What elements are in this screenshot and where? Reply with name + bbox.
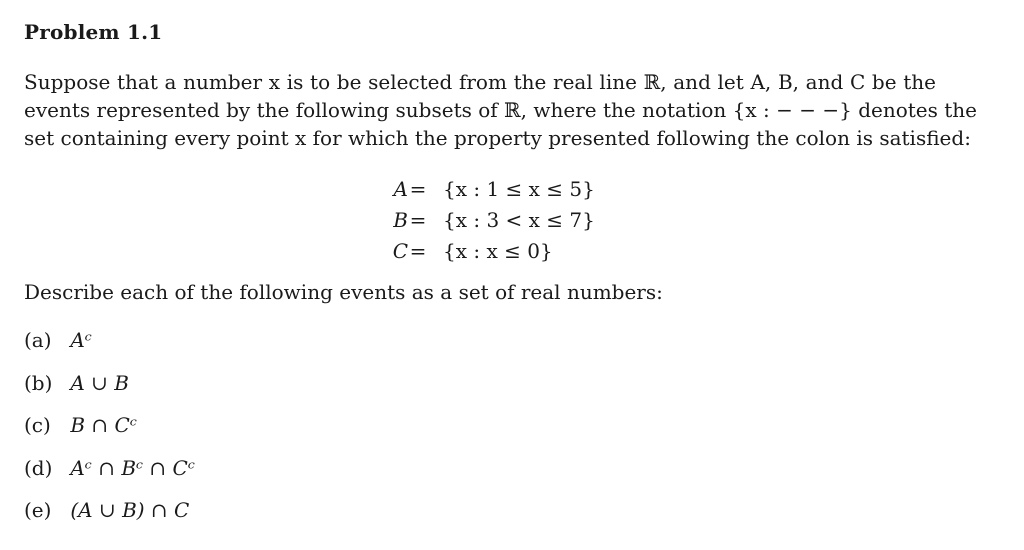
definition-rhs: {x : 3 < x ≤ 7} bbox=[443, 208, 595, 232]
problem-title: Problem 1.1 bbox=[24, 20, 163, 44]
set-definitions bbox=[24, 177, 984, 270]
part-label: (e) bbox=[24, 498, 52, 523]
part-item bbox=[24, 328, 195, 371]
intro-line: set containing every point x for which the property presented following the colon is satisfied: bbox=[24, 126, 971, 150]
definition-rhs: {x : x ≤ 0} bbox=[443, 239, 553, 263]
part-item bbox=[24, 498, 195, 541]
definition-equals: = bbox=[409, 177, 427, 201]
part-label: (b) bbox=[24, 370, 53, 395]
part-label: (c) bbox=[24, 413, 51, 438]
problem-prompt: Describe each of the following events as a set of real numbers: bbox=[24, 280, 663, 304]
part-item bbox=[24, 413, 195, 456]
part-expression: (A ∪ B) ∩ C bbox=[70, 498, 190, 523]
definition-lhs: C bbox=[392, 239, 408, 263]
definition-row bbox=[24, 208, 984, 239]
part-item bbox=[24, 371, 195, 414]
part-label: (d) bbox=[24, 455, 53, 480]
part-item bbox=[24, 456, 195, 499]
definition-equals: = bbox=[409, 208, 427, 232]
problem-intro bbox=[24, 68, 977, 152]
part-expression: A ∪ B bbox=[70, 370, 129, 395]
definition-equals: = bbox=[409, 239, 427, 263]
intro-line: events represented by the following subsets of ℝ, where the notation {x : − − −} denotes the bbox=[24, 98, 977, 122]
problem-parts bbox=[24, 328, 195, 541]
definition-lhs: A bbox=[393, 177, 408, 201]
part-label: (a) bbox=[24, 328, 52, 352]
part-expression: Aᶜ bbox=[70, 328, 92, 352]
definition-lhs: B bbox=[393, 208, 408, 232]
definition-rhs: {x : 1 ≤ x ≤ 5} bbox=[443, 177, 595, 201]
intro-line: Suppose that a number x is to be selected from the real line ℝ, and let A, B, and C be the bbox=[24, 70, 936, 94]
definition-row bbox=[24, 177, 984, 208]
definition-row bbox=[24, 239, 984, 270]
part-expression: B ∩ Cᶜ bbox=[70, 413, 137, 438]
part-expression: Aᶜ ∩ Bᶜ ∩ Cᶜ bbox=[70, 455, 195, 480]
